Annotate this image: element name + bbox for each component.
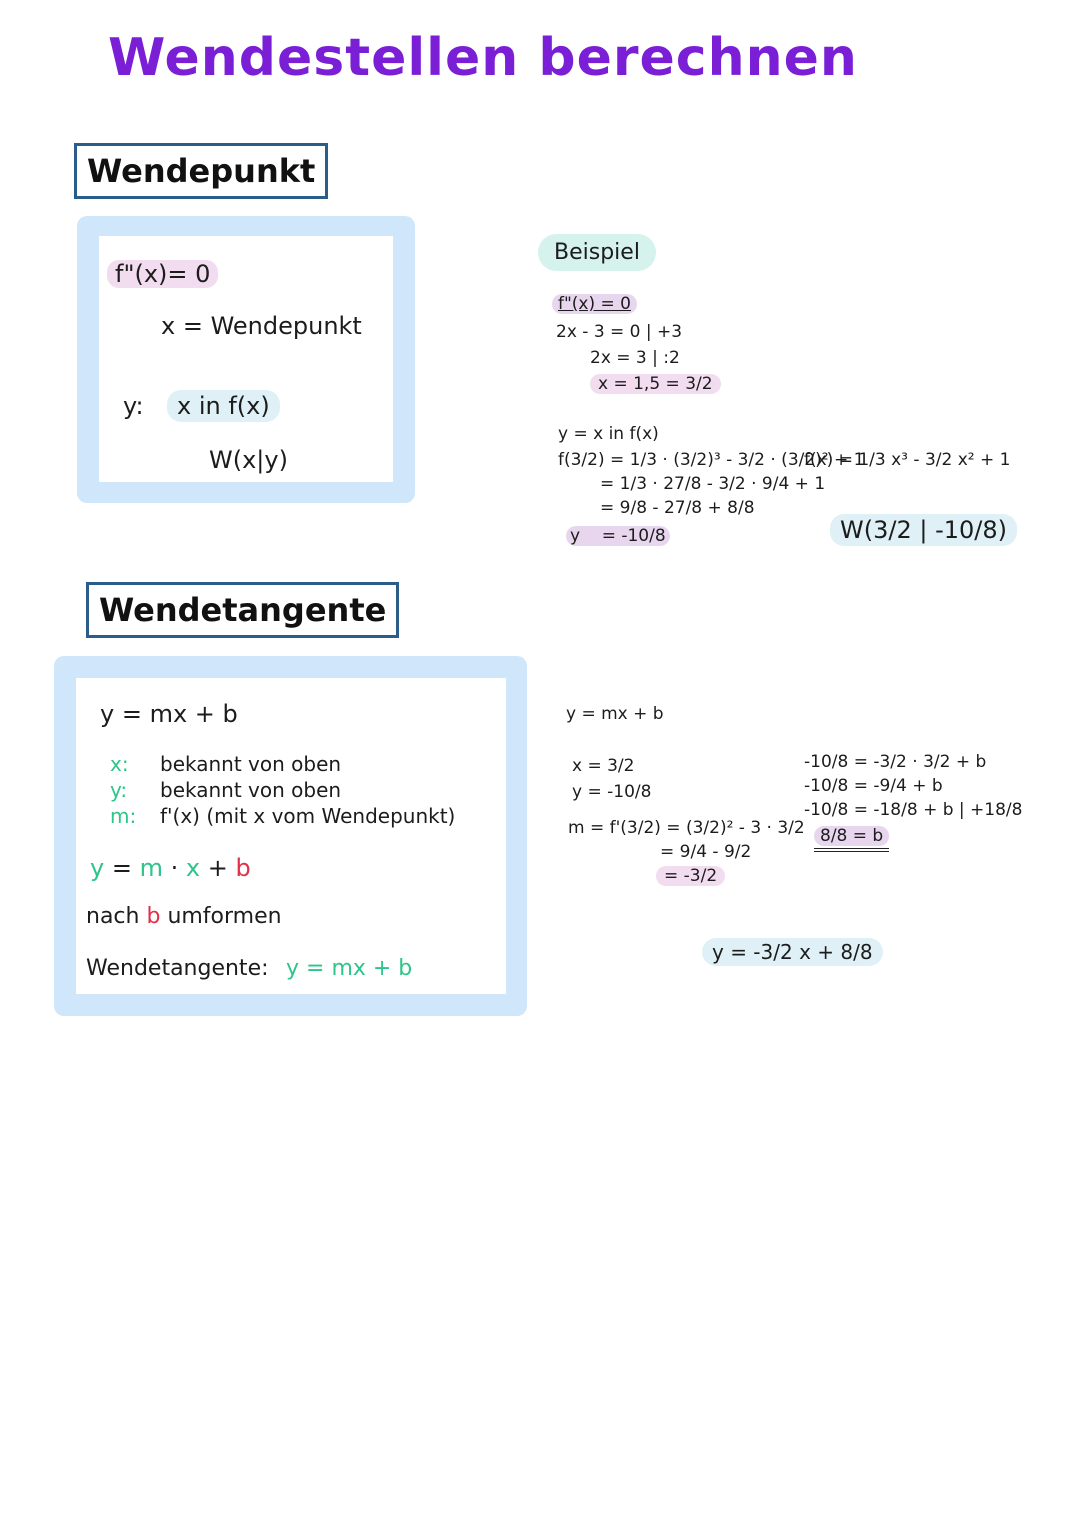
nach-b-umformen <box>86 904 282 929</box>
example-m2: = 9/4 - 9/2 <box>660 842 752 862</box>
y-definition: x in f(x) <box>167 390 280 422</box>
example-m3: = -3/2 <box>656 866 725 886</box>
beispiel-label: Beispiel <box>538 234 656 271</box>
beispiel-function: f(x) = 1/3 x³ - 3/2 x² + 1 <box>804 450 1011 470</box>
final-formula: y = mx + b <box>286 956 413 981</box>
section-heading-wendepunkt: Wendepunkt <box>74 143 328 199</box>
example-x: x = 3/2 <box>572 756 635 776</box>
colored-m: m <box>139 854 163 882</box>
m-text: f'(x) (mit x vom Wendepunkt) <box>160 804 456 828</box>
y-label-tangent: y: <box>110 778 128 802</box>
nach-text: nach <box>86 904 140 929</box>
beispiel-line3: 2x = 3 | :2 <box>590 348 680 368</box>
beispiel-y: y <box>570 526 581 546</box>
final-label: Wendetangente: <box>86 956 269 981</box>
colored-formula <box>90 854 251 882</box>
x-label: x: <box>110 752 129 776</box>
beispiel-line5: y = x in f(x) <box>558 424 659 444</box>
y-label: y: <box>123 392 144 420</box>
beispiel-line4: x = 1,5 = 3/2 <box>590 374 721 394</box>
beispiel-line2: 2x - 3 = 0 | +3 <box>556 322 683 342</box>
colored-y: y <box>90 854 105 882</box>
colored-x: x <box>185 854 201 882</box>
example-b1: -10/8 = -3/2 · 3/2 + b <box>804 752 987 772</box>
tangent-formula: y = mx + b <box>100 700 238 728</box>
umformen-text: umformen <box>167 904 282 929</box>
nach-b: b <box>146 904 161 929</box>
wendepunkt-point: W(x|y) <box>209 446 288 474</box>
example-b4: 8/8 = b <box>814 826 889 846</box>
beispiel-line1: f"(x) = 0 <box>552 294 637 314</box>
x-text: bekannt von oben <box>160 752 342 776</box>
colored-plus: + <box>207 854 228 882</box>
colored-dot: · <box>170 854 179 882</box>
y-text: bekannt von oben <box>160 778 342 802</box>
example-formula: y = mx + b <box>566 704 664 724</box>
wendepunkt-panel <box>77 216 415 503</box>
example-y: y = -10/8 <box>572 782 652 802</box>
colored-b: b <box>235 854 251 882</box>
example-result: y = -3/2 x + 8/8 <box>702 938 883 966</box>
wendetangente-panel <box>54 656 527 1016</box>
m-label: m: <box>110 804 137 828</box>
x-definition: x = Wendepunkt <box>161 312 362 340</box>
section-heading-wendetangente: Wendetangente <box>86 582 399 638</box>
beispiel-line9: = -10/8 <box>601 526 666 546</box>
example-b2: -10/8 = -9/4 + b <box>804 776 943 796</box>
example-b3: -10/8 = -18/8 + b | +18/8 <box>804 800 1023 820</box>
beispiel-point: W(3/2 | -10/8) <box>830 514 1017 546</box>
page-title: Wendestellen berechnen <box>108 28 858 88</box>
beispiel-line7: = 1/3 · 27/8 - 3/2 · 9/4 + 1 <box>600 474 826 494</box>
beispiel-line6: f(3/2) = 1/3 · (3/2)³ - 3/2 · (3/2)² + 1 <box>558 450 865 470</box>
example-m1: m = f'(3/2) = (3/2)² - 3 · 3/2 <box>568 818 805 838</box>
beispiel-line8: = 9/8 - 27/8 + 8/8 <box>600 498 755 518</box>
colored-eq: = <box>111 854 132 882</box>
condition-text: f"(x)= 0 <box>107 260 218 288</box>
